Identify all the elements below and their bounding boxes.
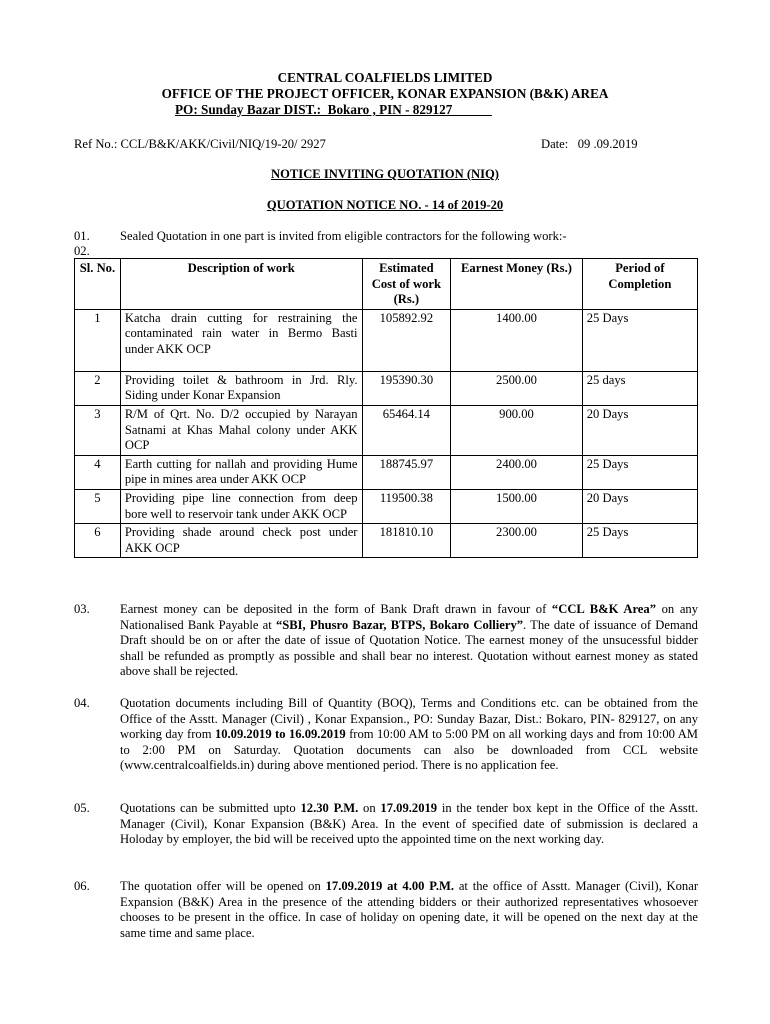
paragraph-earnest-money — [120, 602, 698, 680]
item-number-02: 02. — [74, 244, 90, 258]
header-estimated-cost: Estimated Cost of work (Rs.) — [362, 259, 451, 310]
para-bold: 17.09.2019 at 4.00 P.M. — [325, 879, 455, 893]
table-row — [75, 455, 698, 489]
paragraph-submission — [120, 801, 698, 848]
row-period: 20 Days — [582, 405, 697, 455]
row-description: Providing toilet & bathroom in Jrd. Rly. Siding under Konar Expansion — [120, 371, 362, 405]
para-bold: 17.09.2019 — [380, 801, 438, 815]
header-description: Description of work — [120, 259, 362, 310]
para-text: . The date of issuance of Demand Draft should be on or after the date of issue of Quotation Notice. The earnest money of the unsucessful bidder shall be refunded as promptly as possible and shall bear no interest. Quotation without earnest money as stated above shall be rejected. — [120, 617, 698, 679]
row-estimated-cost: 188745.97 — [362, 455, 451, 489]
row-period: 25 days — [582, 371, 697, 405]
para-bold: “SBI, Phusro Bazar, BTPS, Bokaro Colliery” — [275, 617, 524, 632]
row-estimated-cost: 65464.14 — [362, 405, 451, 455]
item-number-03: 03. — [74, 602, 90, 616]
intro-text: Sealed Quotation in one part is invited from eligible contractors for the following work:- — [120, 229, 567, 243]
works-table — [74, 258, 698, 558]
para-text: in the tender box kept in the Office of the Asstt. Manager (Civil), Konar Expansion (B&K) Area. In the event of specified date of submission is declared a Holoday by employer, the bid will be received upto the appointed time on the next working day. — [120, 801, 698, 847]
row-sl: 4 — [75, 455, 121, 489]
office-address: PO: Sunday Bazar DIST.: Bokaro , PIN - 829127 — [175, 102, 492, 117]
row-estimated-cost: 195390.30 — [362, 371, 451, 405]
row-sl: 3 — [75, 405, 121, 455]
table-row — [75, 524, 698, 558]
para-text: on — [358, 801, 381, 815]
notice-title: NOTICE INVITING QUOTATION (NIQ) — [271, 167, 499, 181]
row-estimated-cost: 181810.10 — [362, 524, 451, 558]
item-number-01: 01. — [74, 229, 90, 243]
row-period: 20 Days — [582, 489, 697, 523]
row-earnest-money: 900.00 — [451, 405, 583, 455]
item-number-06: 06. — [74, 879, 90, 893]
notice-date: Date: 09 .09.2019 — [541, 137, 638, 151]
row-period: 25 Days — [582, 524, 697, 558]
header-earnest-money: Earnest Money (Rs.) — [451, 259, 583, 310]
row-period: 25 Days — [582, 455, 697, 489]
para-text: Earnest money can be deposited in the form of Bank Draft drawn in favour of — [120, 602, 552, 616]
para-text: Quotation documents including Bill of Quantity (BOQ), Terms and Conditions etc. can be obtained from the Office of the Asstt. Manager (Civil) , Konar Expansion., PO: Sunday Bazar, Dist.: Bokaro, PIN- 829127, on any working day from — [120, 696, 698, 742]
row-estimated-cost: 105892.92 — [362, 309, 451, 371]
para-bold: 10.09.2019 to 16.09.2019 — [214, 727, 346, 742]
reference-number: Ref No.: CCL/B&K/AKK/Civil/NIQ/19-20/ 2927 — [74, 137, 326, 151]
row-earnest-money: 2500.00 — [451, 371, 583, 405]
row-description: Providing shade around check post under AKK OCP — [120, 524, 362, 558]
row-earnest-money: 2300.00 — [451, 524, 583, 558]
para-text: from 10:00 AM to 5:00 PM on all working days and from 10:00 AM to 2:00 PM on Saturday. Quotation documents can also be downloaded from CCL website (www.centralcoalfields.in) during above mentioned period. There is no application fee. — [120, 727, 698, 773]
row-earnest-money: 1500.00 — [451, 489, 583, 523]
row-sl: 1 — [75, 309, 121, 371]
para-text: at the office of Asstt. Manager (Civil), Konar Expansion (B&K) Area in the presence of the attending bidders or their authorized representatives whosoever chooses to be present in the office. In case of holiday on opening date, it will be opened on the next day at the same time and same place. — [120, 879, 699, 940]
table-row — [75, 371, 698, 405]
table-row — [75, 405, 698, 455]
row-description: Providing pipe line connection from deep bore well to reservoir tank under AKK OCP — [120, 489, 362, 523]
header-period: Period of Completion — [582, 259, 697, 310]
para-text: on any Nationalised Bank Payable at — [120, 602, 699, 632]
para-text: The quotation offer will be opened on — [120, 879, 326, 893]
row-earnest-money: 2400.00 — [451, 455, 583, 489]
row-earnest-money: 1400.00 — [451, 309, 583, 371]
table-row — [75, 309, 698, 371]
row-description: R/M of Qrt. No. D/2 occupied by Narayan Satnami at Khas Mahal colony under AKK OCP — [120, 405, 362, 455]
header-sl-no: Sl. No. — [75, 259, 121, 310]
para-bold: 12.30 P.M. — [300, 801, 359, 815]
paragraph-documents — [120, 696, 698, 774]
row-sl: 6 — [75, 524, 121, 558]
row-description: Katcha drain cutting for restraining the contaminated rain water in Bermo Basti under AKK OCP — [120, 309, 362, 371]
company-name: CENTRAL COALFIELDS LIMITED — [277, 70, 493, 85]
row-period: 25 Days — [582, 309, 697, 371]
item-number-05: 05. — [74, 801, 90, 815]
para-text: Quotations can be submitted upto — [120, 801, 301, 815]
paragraph-opening — [120, 879, 698, 941]
quotation-notice-number: QUOTATION NOTICE NO. - 14 of 2019-20 — [266, 198, 504, 212]
para-bold: “CCL B&K Area” — [551, 602, 656, 616]
table-header-row — [75, 259, 698, 310]
item-number-04: 04. — [74, 696, 90, 710]
row-description: Earth cutting for nallah and providing Hume pipe in mines area under AKK OCP — [120, 455, 362, 489]
row-estimated-cost: 119500.38 — [362, 489, 451, 523]
row-sl: 5 — [75, 489, 121, 523]
office-name: OFFICE OF THE PROJECT OFFICER, KONAR EXPANSION (B&K) AREA — [161, 86, 609, 101]
row-sl: 2 — [75, 371, 121, 405]
table-row — [75, 489, 698, 523]
